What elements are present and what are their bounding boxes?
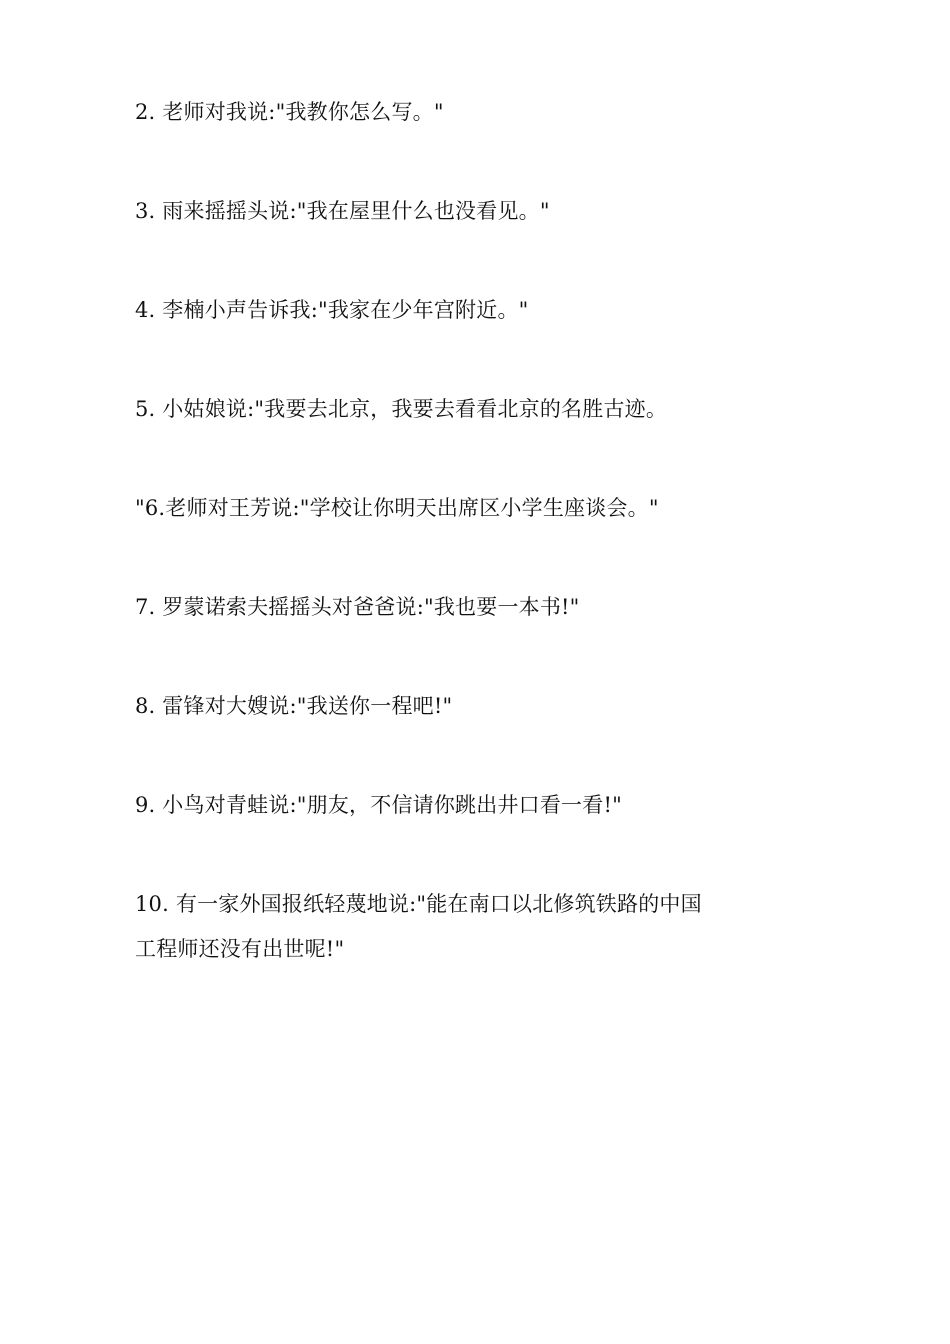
sentence-item-10 <box>135 886 795 967</box>
sentence-item-8: 8. 雷锋对大嫂说:"我送你一程吧!" <box>135 694 453 718</box>
sentence-item-4: 4. 李楠小声告诉我:"我家在少年宫附近。" <box>135 298 529 322</box>
sentence-item-6: "6.老师对王芳说:"学校让你明天出席区小学生座谈会。" <box>135 496 659 520</box>
sentence-list <box>135 94 795 967</box>
sentence-item-5: 5. 小姑娘说:"我要去北京，我要去看看北京的名胜古迹。 <box>135 397 668 421</box>
sentence-item-9: 9. 小鸟对青蛙说:"朋友，不信请你跳出井口看一看!" <box>135 793 622 817</box>
sentence-item-2: 2. 老师对我说:"我教你怎么写。" <box>135 100 444 124</box>
sentence-item-10-line-1: 10. 有一家外国报纸轻蔑地说:"能在南口以北修筑铁路的中国 <box>135 892 702 916</box>
sentence-item-10-line-2: 工程师还没有出世呢!" <box>135 937 345 961</box>
sentence-item-7: 7. 罗蒙诺索夫摇摇头对爸爸说:"我也要一本书!" <box>135 595 580 619</box>
sentence-item-3: 3. 雨来摇摇头说:"我在屋里什么也没看见。" <box>135 199 550 223</box>
